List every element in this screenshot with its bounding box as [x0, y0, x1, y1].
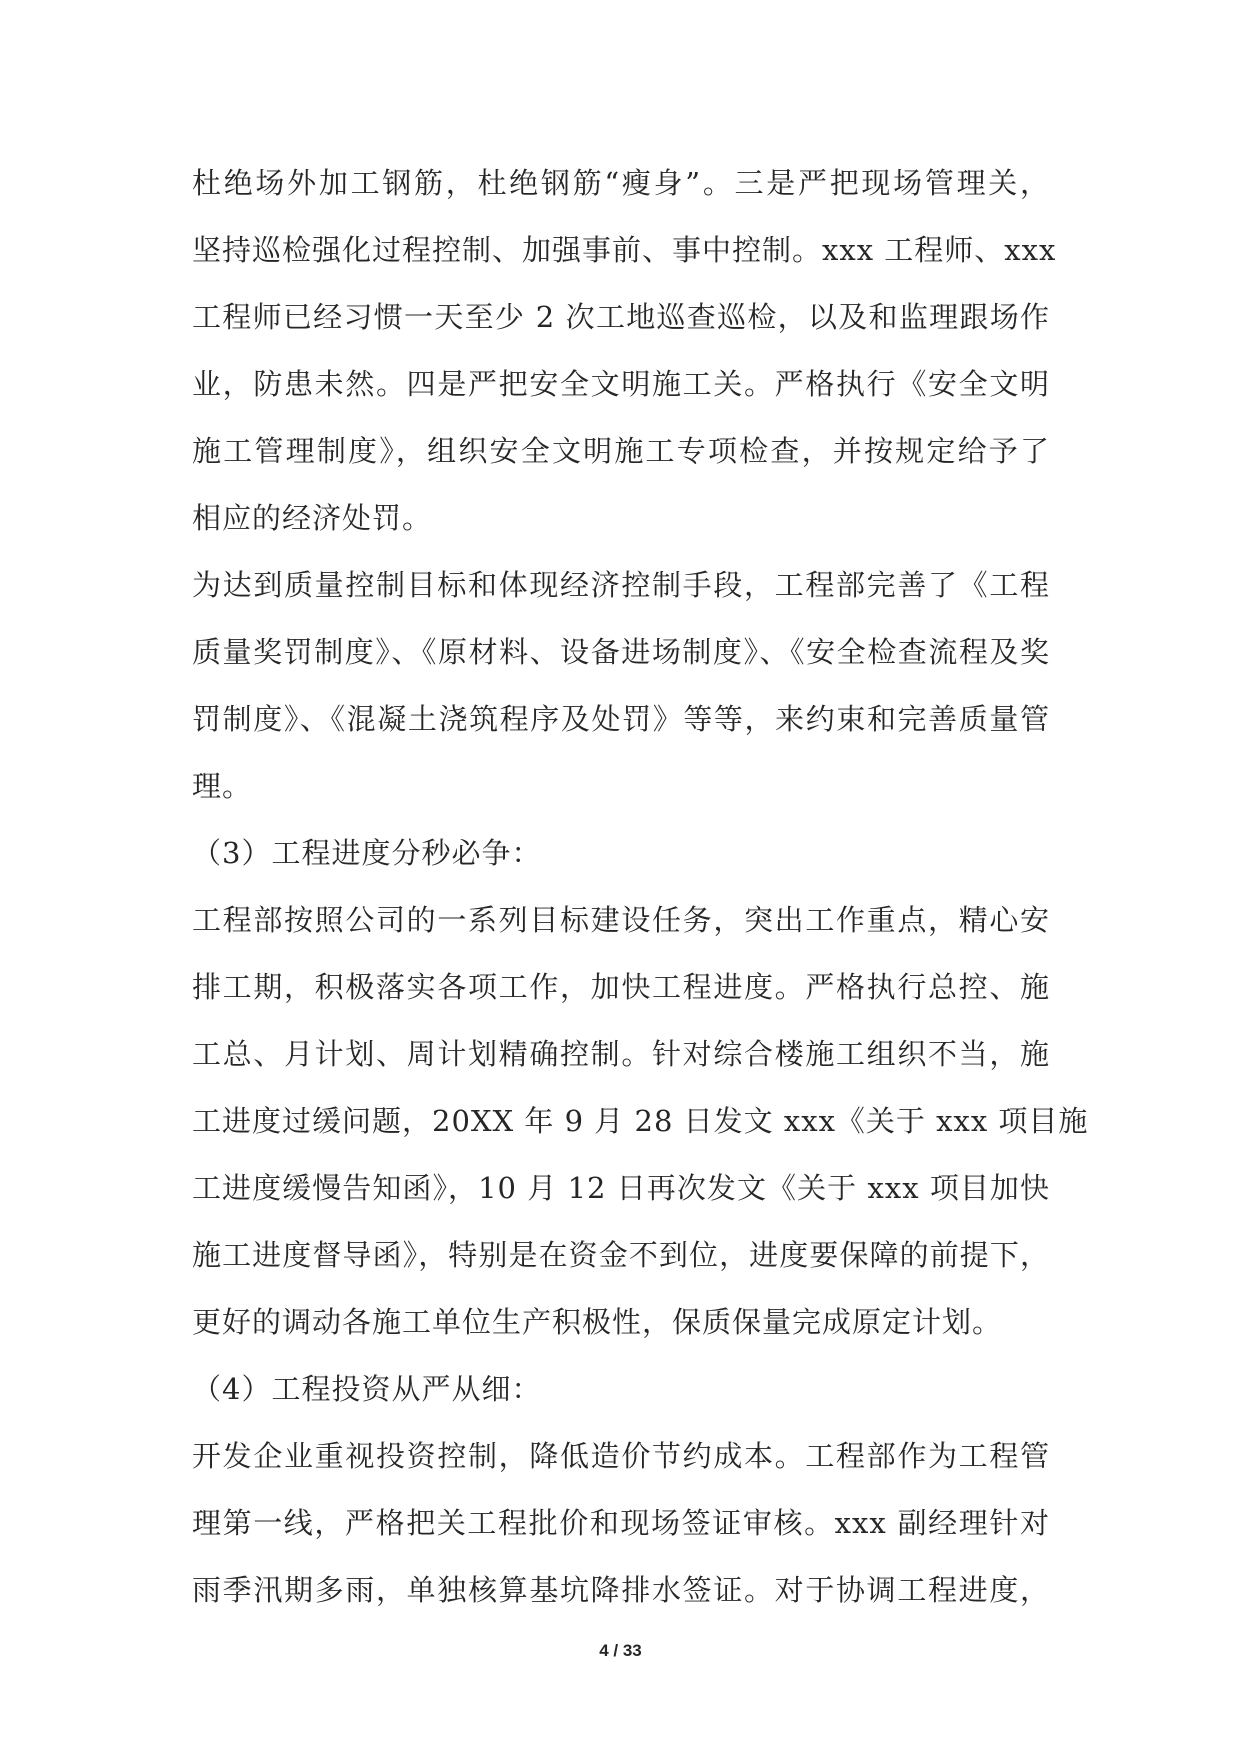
text-line: 工程师已经习惯一天至少 2 次工地巡查巡检，以及和监理跟场作	[192, 300, 1050, 334]
text-line: 更好的调动各施工单位生产积极性，保质保量完成原定计划。	[192, 1305, 1003, 1339]
body-text	[192, 158, 1089, 1632]
text-line: 相应的经济处罚。	[192, 501, 433, 535]
text-line: 理第一线，严格把关工程批价和现场签证审核。xxx 副经理针对	[192, 1506, 1050, 1540]
text-line: （3）工程进度分秒必争：	[192, 836, 542, 870]
page-number: 4 / 33	[599, 1641, 642, 1660]
text-line: 杜绝场外加工钢筋，杜绝钢筋“瘦身”。三是严把现场管理关，	[192, 166, 1050, 200]
text-line: 工进度缓慢告知函》，10 月 12 日再次发文《关于 xxx 项目加快	[192, 1171, 1050, 1205]
text-line: （4）工程投资从严从细：	[192, 1372, 542, 1406]
text-line: 施工进度督导函》，特别是在资金不到位，进度要保障的前提下，	[192, 1238, 1050, 1272]
text-line: 开发企业重视投资控制，降低造价节约成本。工程部作为工程管	[192, 1439, 1050, 1473]
text-line: 为达到质量控制目标和体现经济控制手段，工程部完善了《工程	[192, 568, 1050, 602]
text-line: 工总、月计划、周计划精确控制。针对综合楼施工组织不当，施	[192, 1037, 1050, 1071]
text-line: 质量奖罚制度》、《原材料、设备进场制度》、《安全检查流程及奖	[192, 635, 1050, 669]
text-line: 工程部按照公司的一系列目标建设任务，突出工作重点，精心安	[192, 903, 1050, 937]
text-line: 施工管理制度》，组织安全文明施工专项检查，并按规定给予了	[192, 434, 1050, 468]
text-line: 业，防患未然。四是严把安全文明施工关。严格执行《安全文明	[192, 367, 1050, 401]
text-line: 排工期，积极落实各项工作，加快工程进度。严格执行总控、施	[192, 970, 1050, 1004]
text-line: 雨季汛期多雨，单独核算基坑降排水签证。对于协调工程进度，	[192, 1573, 1050, 1607]
text-line: 工进度过缓问题，20XX 年 9 月 28 日发文 xxx《关于 xxx 项目施	[192, 1104, 1089, 1138]
text-line: 罚制度》、《混凝土浇筑程序及处罚》等等，来约束和完善质量管	[192, 702, 1050, 736]
text-line: 理。	[192, 769, 253, 803]
text-line: 坚持巡检强化过程控制、加强事前、事中控制。xxx 工程师、xxx	[192, 233, 1057, 267]
